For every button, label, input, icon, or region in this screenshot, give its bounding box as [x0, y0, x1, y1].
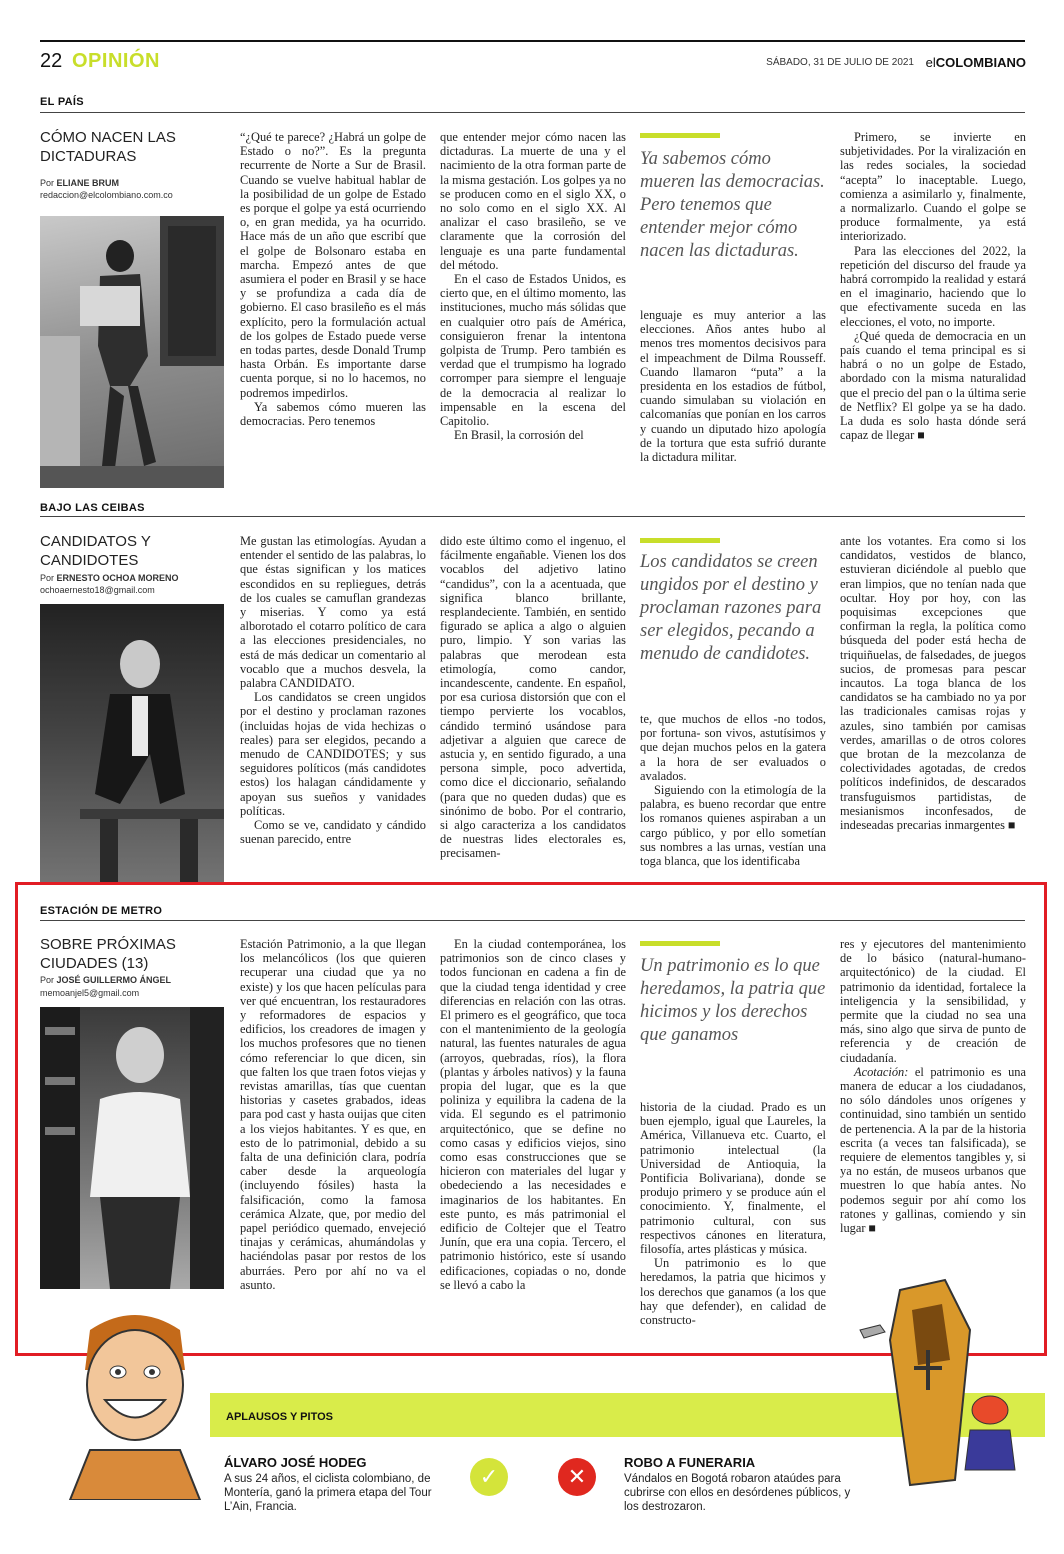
author-portrait — [40, 604, 224, 882]
pullquote-bar — [640, 133, 720, 138]
paragraph: Primero, se invierte en subjetividades. Por la viralización en las redes sociales, la sociedad “acepta” lo inaceptable. Luego, comienza a asimilarlo y, finalmente, a normalizarlo. Cuando el golpe se produce formalmente, ya está interiorizado. — [840, 130, 1026, 244]
brand-name: COLOMBIANO — [935, 55, 1026, 70]
rubric-el-pais: EL PAÍS — [40, 96, 84, 108]
acotacion-text: el patrimonio es una manera de educar a los ciudadanos, no sólo dándoles unos orígenes y continuidad, sino también un sentido de pertenencia. A la par de la historia escrita (a veces tan falsificada), se requiere de elementos tangibles y, si ya no están, de museos urbanos que muestren lo que había antes. No podemos seguir por ahí como los ratones y gallinas, comiendo y sin lugar ■ — [840, 1064, 1026, 1236]
author-name: ERNESTO OCHOA MORENO — [56, 573, 179, 583]
paragraph: Estación Patrimonio, a la que llegan los melancólicos (los que quieren recuperar una ciudad que ya no existe) y los que hacen películas para ver qué encuentran, los restauradores y reformadores de espacios y edificios, los creadores de imagen y los muchos profesores que no tienen cómo referenciar lo que dicen, sin que falten los que traen fotos viejas y revistas amarillas, tías que cuentan historias y casetes grabados, ideas para pod cast y hasta ouijas que citen a los viejos habitantes. Y es que, en esto de lo patrimonial, debido a su falta de una definición clara, podría caber desde la arqueología (incluyendo fósiles) hasta la falsificación, como la famosa cerámica Alzate, que, por medio del papel periódico quemado, envejeció tinajas y cerámicas, ahumándolas y haciéndolas pasar por restos de los aburráes. Pero por ahí no va el asunto. — [240, 937, 426, 1292]
email-article3: memoanjel5@gmail.com — [40, 988, 140, 998]
paragraph: que entender mejor cómo nacen las dictaduras. La muerte de una y el nacimiento de la otra forman parte de la misma gestación. Los golpes ya no se producen como en el siglo XX, o no solo como en el siglo XX. Al analizar el caso brasileño, se ve claramente que la corrosión del lenguaje es una parte fundamental del método. — [440, 130, 626, 272]
paragraph: te, que muchos de ellos -no todos, por fortuna- son vivos, astutísimos y que dejan muchos pelos en la gatera a la hora de ser evaluados o avalados. — [640, 712, 826, 783]
pullquote-article1: Ya sabemos cómo mueren las democracias. Pero tenemos que entender mejor cómo nacen las dictaduras. — [640, 149, 825, 261]
cross-icon: ✕ — [558, 1458, 596, 1496]
byline-prefix: Por — [40, 975, 55, 985]
aplauso-name: ÁLVARO JOSÉ HODEG — [224, 1455, 367, 1470]
byline-prefix: Por — [40, 178, 55, 188]
acotacion-label: Acotación: — [854, 1064, 909, 1079]
paragraph: Me gustan las etimologías. Ayudan a entender el sentido de las palabras, lo que éstas significan y los matices escondidos en su repliegues, detrás de los cuales se camuflan grandezas y miserias. Y como ya está alborotado el cotarro político de cara a las elecciones presidenciales, no está de más dedicar un comentario al vocablo que a muchos desvela, la palabra CANDIDATO. — [240, 534, 426, 691]
aplauso-text: A sus 24 años, el ciclista colombiano, de Montería, ganó la primera etapa del Tour L’Ain, Francia. — [224, 1473, 432, 1513]
paragraph: res y ejecutores del mantenimiento de lo básico (natural-humano-arquitectónico) de la ciudad. El patrimonio da identidad, fortalece la inteligencia y la sensibilidad, y permite que la ciudad no sea una más, sino algo que sirva de punto de referencia y de creación de ciudadanía. — [840, 937, 1026, 1065]
article1-column-4 — [840, 130, 1026, 490]
author-name: ELIANE BRUM — [56, 178, 120, 188]
top-rule — [40, 40, 1025, 42]
pullquote-article2: Los candidatos se creen ungidos por el destino y proclaman razones para ser elegidos, pecando a menudo de candidotes. — [640, 552, 822, 664]
article2-column-1 — [240, 534, 426, 884]
headline-article2: CANDIDATOS Y CANDIDOTES — [40, 533, 151, 569]
dateline: SÁBADO, 31 DE JULIO DE 2021 — [766, 57, 914, 68]
paragraph: Los candidatos se creen ungidos por el destino y proclaman razones (incluidas hojas de vida hechizas o reales) para ser elegidos, pecando a menudo de CANDIDOTES; y sus seguidores políticos (más candidotes estos) los halagan cándidamente y apoyan sus sueños y vanidades políticas. — [240, 690, 426, 818]
aplausos-title: APLAUSOS Y PITOS — [226, 1411, 333, 1423]
check-icon: ✓ — [470, 1458, 508, 1496]
paragraph: Ya sabemos cómo mueren las democracias. Pero tenemos — [240, 399, 426, 429]
section-rule — [40, 112, 1025, 113]
byline-prefix: Por — [40, 573, 55, 583]
paragraph: Un patrimonio es lo que heredamos, la patria que hicimos y los derechos que ganamos (a los que hay que defender), en calidad de constructo- — [640, 1256, 826, 1328]
pito-text: Vándalos en Bogotá robaron ataúdes para cubrirse con ellos en desórdenes públicos, y los destrozaron. — [624, 1473, 851, 1513]
paragraph: Como se ve, candidato y cándido suenan parecido, entre — [240, 818, 426, 847]
article2-column-4 — [840, 534, 1026, 884]
page-number: 22 — [40, 50, 63, 72]
paragraph: lenguaje es muy anterior a las elecciones. Años antes hubo al menos tres momentos decisivos para el impeachment de Dilma Rousseff. Cuando llamaron “puta” a la presidenta en los estadios de fútbol, cuando simulaban su violación en calcomanías que ponían en los carros y cuando un diputado hizo apología de la tortura que esta sufrió durante la dictadura militar. — [640, 308, 826, 465]
author-photo-ochoa — [40, 604, 224, 882]
brand-logo — [926, 55, 1026, 70]
paragraph: ante los votantes. Era como si los candidatos, vestidos de blanco, estuvieran diciéndole al pueblo que eran limpios, que no tenían nada que ocultar. Hoy por hoy, con las poquisimas excepciones que confirman la regla, la política como búsqueda del poder está hecha de triquiñuelas, de falsedades, de juegos sucios, de promesas para pescar incautos. La toga blanca de los candidatos se ha cambiado no ya por las tradicionales camisas rojas y azules, sino también por camisas verdes, amarillas o de otros colores que brotan de la mezcolanza de colectividades agotadas, de credos políticos indefinidos, de descarados transfuguismos partidistas, de mesianismos inconfesados, de indeseadas precarias inmargentes ■ — [840, 534, 1026, 833]
section-title: OPINIÓN — [72, 50, 160, 72]
paragraph: Siguiendo con la etimología de la palabra, es bueno recordar que entre los romanos quienes aspiraban a un cargo público, y por ello sometían sus nombres a las urnas, vestían una toga blanca, que los identificaba — [640, 783, 826, 869]
headline-article1: CÓMO NACEN LAS DICTADURAS — [40, 129, 176, 165]
byline-article2 — [40, 573, 179, 583]
paragraph: dido este último como el ingenuo, el fácilmente engañable. Vienen los dos vocablos del adjetivo latino “candidus”, con la a acentuada, que significa blanco brillante, resplandeciente. También, en sentido figurado se aplica a algo o alguien puro, limpio. Y son varias las palabras que merodean esta etimología, como candor, incandescente, candente. En español, por esa curiosa distorsión que con el tiempo pervierte los vocablos, cándido terminó usándose para adjetivar a alguien que carece de astucia y, en sentido figurado, a una persona simple, poco advertida, como dice el diccionario, señalando (para que no queden dudas) que es sinónimo de bobo. Por el contrario, si algo caracteriza a los candidatos de nuestras lides electorales es, precisamen- — [440, 534, 626, 861]
paragraph: ¿Qué queda de democracia en un país cuando el tema principal es si habrá o no un golpe de Estado, abordado con la misma naturalidad que el precio del pan o la última serie de Netflix? El golpe ya se ha dado. La duda es solo hasta dónde será capaz de llegar ■ — [840, 328, 1026, 443]
article1-column-3 — [640, 308, 826, 490]
paragraph: Para las elecciones del 2022, la repetición del discurso del fraude ya habrá corrompido la realidad y estará en el imaginario, haciendo que lo que efectivamente suceda en las elecciones, el voto, no importe. — [840, 243, 1026, 329]
pito-name: ROBO A FUNERARIA — [624, 1455, 756, 1470]
article1-column-1 — [240, 130, 426, 490]
email-article1: redaccion@elcolombiano.com.co — [40, 190, 173, 200]
paragraph: En el caso de Estados Unidos, es cierto que, en el último momento, las instituciones, mucho más sólidas que en cualquier otro país de América, consiguieron frenar la intentona golpista de Trump. Pero también es verdad que el trumpismo ha logrado corromper para siempre el lenguaje de la democracia al realizar lo impensable en la escena del Capitolio. — [440, 272, 626, 429]
paragraph: historia de la ciudad. Prado es un buen ejemplo, igual que Laureles, la América, Villanueva etc. Cuarto, el patrimonio intelectual (la Universidad de Antioquia, la Pontificia Bolivariana), donde se produjo primero y se produce aún el conocimiento. Y, finalmente, el patrimonio cultural, con sus respectivos cánones en literatura, filosofía, artes plásticas y música. — [640, 1100, 826, 1257]
statue-illustration — [40, 216, 224, 488]
paragraph: “¿Qué te parece? ¿Habrá un golpe de Estado o no?”. Es la pregunta recurrente de Norte a Sur de Brasil. Cuando se vuelve habitual hablar de la posibilidad de un golpe de Estado es porque el golpe ya está ocurriendo o, en gran medida, ya ha ocurrido. Hace más de un año que escribí que el golpe de Bolsonaro estaba en marcha. Empezó antes de que asumiera el poder en Brasil y se hace y se profundiza a cada día de gobierno. El caso brasileño es el más explícito, pero la formulación actual de los golpes de Estado puede verse en todas partes, desde Donald Trump hasta Orbán. Es importante darse cuenta porque, si no lo hacemos, no podremos impedirlos. — [240, 130, 426, 400]
article1-column-2 — [440, 130, 626, 490]
section-rule — [40, 516, 1025, 517]
article2-column-3 — [640, 712, 826, 884]
brand-el: el — [925, 55, 936, 70]
paragraph: En Brasil, la corrosión del — [454, 428, 584, 443]
rubric-estacion-de-metro: ESTACIÓN DE METRO — [40, 905, 163, 917]
caricature-cyclist-illustration — [60, 1300, 210, 1500]
article2-column-2 — [440, 534, 626, 884]
headline-article3: SOBRE PRÓXIMAS CIUDADES (13) — [40, 936, 176, 972]
caricature-coffin-thief-illustration — [850, 1270, 1030, 1490]
pullquote-bar — [640, 538, 720, 543]
author-photo-statue — [40, 216, 224, 488]
pullquote-article3: Un patrimonio es lo que heredamos, la patria que hicimos y los derechos que ganamos — [640, 956, 826, 1045]
author-name: JOSÉ GUILLERMO ÁNGEL — [56, 975, 172, 985]
paragraph: En la ciudad contemporánea, los patrimonios son de cinco clases y todos funcionan en cadena a fin de que la ciudad tenga identidad y cree diferencias en relación con las otras. El primero es el geográfico, que toca con el mantenimiento de la geología natural, las fuentes naturales de agua (arroyos, quebradas, ríos), la flora (plantas y árboles nativos) y la fauna propia del lugar, que es la que poliniza y equilibra la cadena de la vida. El segundo es el patrimonio arquitectónico, que se define no como casas y edificios viejos, sino como esas construcciones que se hicieron con materiales del lugar y obedeciendo a las necesidades e imaginarios de los habitantes. En este punto, es más patrimonial el edificio de Coltejer que el Teatro Junín, que era una copia. Tercero, el patrimonio histórico, este sí usando edificaciones, copiadas o no, donde se llevó a cabo la — [440, 937, 626, 1292]
rubric-bajo-las-ceibas: BAJO LAS CEIBAS — [40, 502, 145, 514]
email-article2: ochoaernesto18@gmail.com — [40, 585, 155, 595]
byline-article1 — [40, 178, 119, 188]
